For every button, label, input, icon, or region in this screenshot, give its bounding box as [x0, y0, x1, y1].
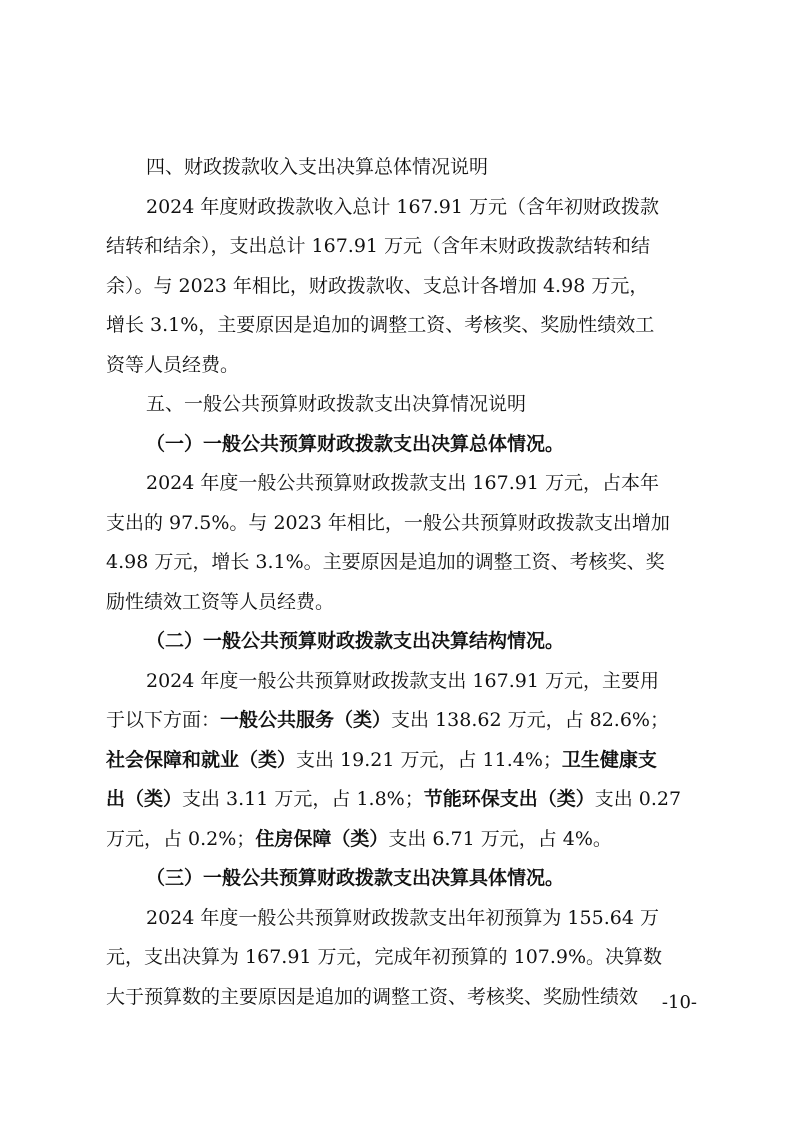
- page-content: [106, 148, 696, 1017]
- category-housing: 住房保障（类）: [255, 827, 389, 850]
- page-number: -10-: [661, 992, 697, 1013]
- subsection-3-heading: （三）一般公共预算财政拨款支出决算具体情况。: [146, 867, 565, 889]
- category-health-part2: 出（类）: [106, 788, 183, 810]
- text-span: 万元，占 0.2%；: [106, 827, 256, 850]
- paragraph-line: 2024 年度一般公共预算财政拨款支出 167.91 万元，占本年: [146, 472, 659, 494]
- paragraph-line: [106, 820, 696, 860]
- paragraph-line: 大于预算数的主要原因是追加的调整工资、考核奖、奖励性绩效: [106, 985, 639, 1008]
- paragraph-line: 2024 年度一般公共预算财政拨款支出年初预算为 155.64 万: [146, 906, 659, 929]
- paragraph-line: 4.98 万元，增长 3.1%。主要原因是追加的调整工资、考核奖、奖: [106, 551, 665, 573]
- text-span: 支出 19.21 万元，占 11.4%；: [296, 748, 562, 771]
- text-span: 支出 3.11 万元，占 1.8%；: [182, 788, 424, 810]
- category-health-part1: 卫生健康支: [561, 748, 657, 771]
- subsection-1-heading: （一）一般公共预算财政拨款支出决算总体情况。: [146, 432, 565, 455]
- paragraph-line: 支出的 97.5%。与 2023 年相比，一般公共预算财政拨款支出增加: [106, 511, 670, 534]
- text-span: 于以下方面：: [106, 709, 221, 731]
- text-span: 支出 138.62 万元，占 82.6%；: [391, 709, 669, 731]
- paragraph-line: 结转和结余），支出总计 167.91 万元（含年末财政拨款结转和结: [106, 235, 651, 257]
- paragraph-line: 余）。与 2023 年相比，财政拨款收、支总计各增加 4.98 万元，: [106, 274, 649, 297]
- text-span: 支出 6.71 万元，占 4%。: [388, 827, 612, 850]
- paragraph-line: [106, 741, 696, 781]
- category-energy-environment: 节能环保支出（类）: [423, 788, 595, 810]
- section-5-heading: 五、一般公共预算财政拨款支出决算情况说明: [146, 393, 527, 415]
- paragraph-line: [106, 701, 696, 741]
- paragraph-line: 增长 3.1%，主要原因是追加的调整工资、考核奖、奖励性绩效工: [106, 314, 655, 336]
- paragraph-line: 资等人员经费。: [106, 353, 240, 376]
- paragraph-line: 2024 年度财政拨款收入总计 167.91 万元（含年初财政拨款: [146, 195, 659, 218]
- subsection-2-heading: （二）一般公共预算财政拨款支出决算结构情况。: [146, 630, 565, 652]
- paragraph-line: 2024 年度一般公共预算财政拨款支出 167.91 万元，主要用: [146, 669, 659, 692]
- section-4-heading: 四、财政拨款收入支出决算总体情况说明: [146, 156, 489, 178]
- paragraph-line: [106, 780, 696, 820]
- paragraph-line: 元，支出决算为 167.91 万元，完成年初预算的 107.9%。决算数: [106, 946, 663, 968]
- category-social-security: 社会保障和就业（类）: [106, 748, 297, 771]
- category-general-public-services: 一般公共服务（类）: [220, 709, 392, 731]
- paragraph-line: 励性绩效工资等人员经费。: [106, 590, 335, 613]
- text-span: 支出 0.27: [594, 788, 682, 810]
